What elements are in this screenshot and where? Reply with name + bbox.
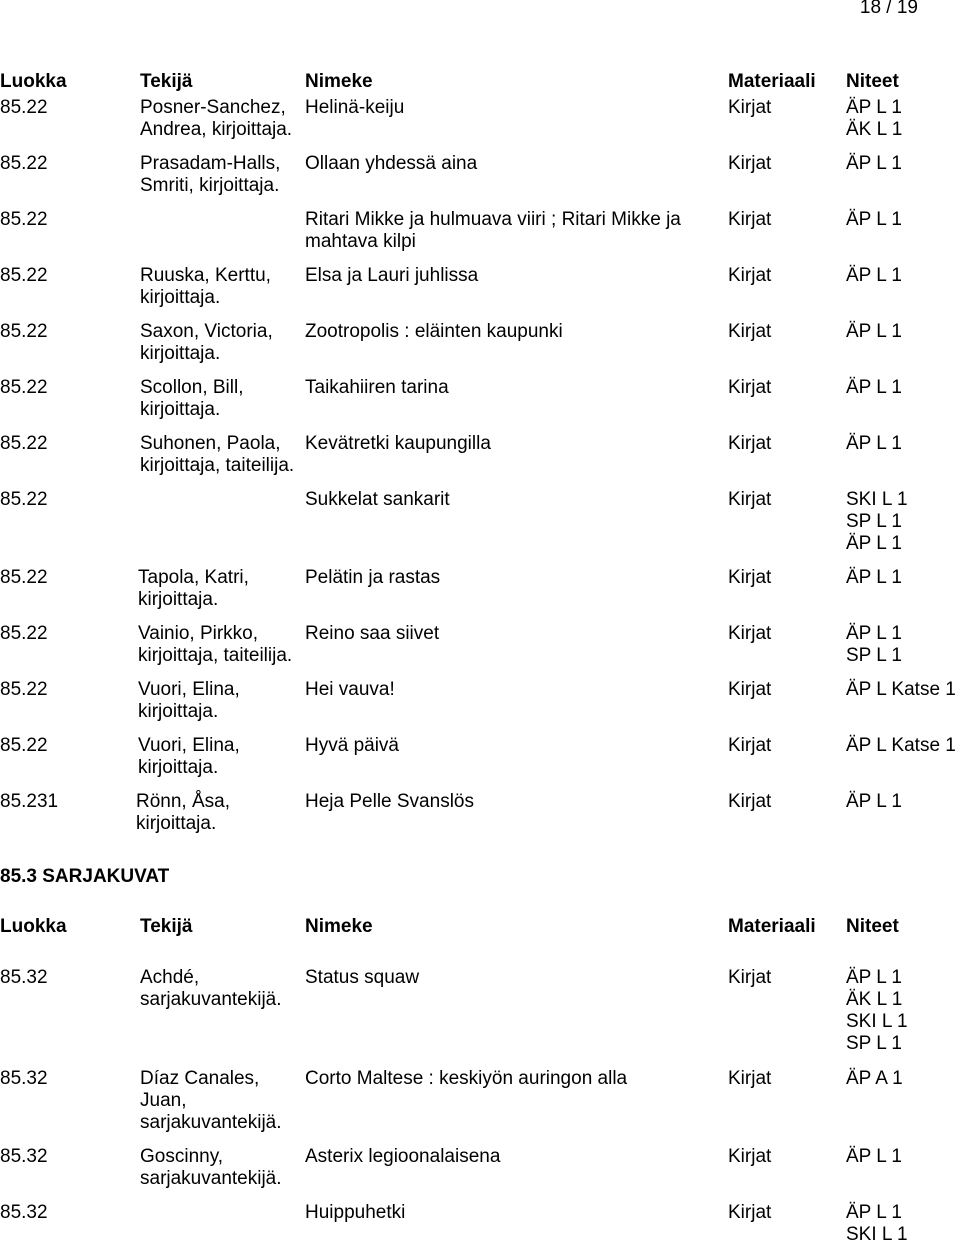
cell-nimeke-line: Elsa ja Lauri juhlissa — [305, 265, 479, 286]
cell-tekija-line: sarjakuvantekijä. — [140, 989, 282, 1010]
cell-niteet-line: ÄP L 1 — [846, 97, 902, 118]
cell-niteet-line: SP L 1 — [846, 1033, 902, 1054]
cell-niteet-line: ÄP L 1 — [846, 153, 902, 174]
cell-niteet-line: ÄP L 1 — [846, 623, 902, 644]
cell-tekija-line: Prasadam-Halls, — [140, 153, 281, 174]
cell-luokka: 85.231 — [0, 791, 59, 812]
header-luokka: Luokka — [0, 71, 67, 92]
cell-tekija-line: sarjakuvantekijä. — [140, 1112, 282, 1133]
cell-tekija — [138, 679, 240, 723]
cell-tekija-line: Ruuska, Kerttu, — [140, 265, 271, 286]
header-luokka: Luokka — [0, 916, 67, 937]
cell-luokka: 85.22 — [0, 433, 48, 454]
cell-nimeke-line: Huippuhetki — [305, 1202, 406, 1223]
cell-nimeke-line: Zootropolis : eläinten kaupunki — [305, 321, 563, 342]
header-niteet: Niteet — [846, 71, 899, 92]
header-tekija: Tekijä — [140, 916, 193, 937]
cell-luokka: 85.22 — [0, 321, 48, 342]
cell-tekija — [140, 265, 271, 309]
cell-tekija-line: Juan, — [140, 1090, 187, 1111]
cell-niteet-line: SKI L 1 — [846, 1011, 908, 1032]
cell-niteet — [846, 623, 902, 667]
cell-tekija-line: Tapola, Katri, — [138, 567, 249, 588]
cell-niteet-line: SP L 1 — [846, 511, 902, 532]
cell-materiaali: Kirjat — [728, 567, 772, 588]
cell-materiaali: Kirjat — [728, 623, 772, 644]
cell-nimeke — [305, 735, 399, 757]
cell-tekija — [140, 97, 292, 141]
cell-materiaali: Kirjat — [728, 1146, 772, 1167]
cell-nimeke — [305, 433, 491, 455]
cell-tekija-line: Saxon, Victoria, — [140, 321, 273, 342]
cell-nimeke-line: Taikahiiren tarina — [305, 377, 449, 398]
cell-nimeke-line: Hei vauva! — [305, 679, 395, 700]
cell-niteet — [846, 679, 956, 701]
cell-nimeke — [305, 967, 419, 989]
cell-niteet-line: ÄP L 1 — [846, 967, 902, 988]
cell-nimeke — [305, 209, 681, 253]
cell-luokka: 85.32 — [0, 1146, 48, 1167]
cell-nimeke-line: Helinä-keiju — [305, 97, 405, 118]
cell-tekija — [138, 567, 249, 611]
cell-materiaali: Kirjat — [728, 265, 772, 286]
cell-nimeke-line: Hyvä päivä — [305, 735, 399, 756]
cell-tekija-line: kirjoittaja, taiteilija. — [138, 645, 293, 666]
cell-tekija-line: Smriti, kirjoittaja. — [140, 175, 280, 196]
cell-nimeke-line: Kevätretki kaupungilla — [305, 433, 491, 454]
cell-tekija-line: kirjoittaja. — [138, 757, 219, 778]
cell-tekija-line: Goscinny, — [140, 1146, 224, 1167]
cell-tekija-line: sarjakuvantekijä. — [140, 1168, 282, 1189]
cell-tekija-line: kirjoittaja. — [138, 589, 219, 610]
cell-materiaali: Kirjat — [728, 735, 772, 756]
cell-niteet — [846, 209, 902, 231]
table-header — [0, 916, 960, 938]
cell-niteet — [846, 1146, 902, 1168]
cell-niteet-line: ÄP L 1 — [846, 1202, 902, 1223]
cell-nimeke — [305, 377, 449, 399]
cell-tekija — [140, 321, 273, 365]
cell-niteet — [846, 1068, 903, 1090]
cell-luokka: 85.22 — [0, 489, 48, 510]
cell-nimeke — [305, 1068, 627, 1090]
cell-nimeke — [305, 265, 478, 287]
header-materiaali: Materiaali — [728, 71, 816, 92]
cell-luokka: 85.22 — [0, 735, 48, 756]
cell-materiaali: Kirjat — [728, 377, 772, 398]
cell-tekija — [136, 791, 230, 835]
cell-nimeke-line: Heja Pelle Svanslös — [305, 791, 474, 812]
cell-luokka: 85.22 — [0, 377, 48, 398]
cell-tekija — [138, 735, 240, 779]
cell-nimeke — [305, 623, 439, 645]
cell-tekija — [140, 1146, 282, 1190]
cell-niteet — [846, 967, 908, 1055]
cell-niteet-line: ÄP L 1 — [846, 791, 902, 812]
cell-niteet-line: ÄP L 1 — [846, 265, 902, 286]
cell-tekija-line: Scollon, Bill, — [140, 377, 244, 398]
cell-nimeke — [305, 97, 404, 119]
cell-nimeke — [305, 153, 477, 175]
cell-tekija-line: Andrea, kirjoittaja. — [140, 119, 293, 140]
cell-luokka: 85.32 — [0, 967, 48, 988]
cell-niteet-line: ÄP L 1 — [846, 567, 902, 588]
cell-tekija-line: Vuori, Elina, — [138, 735, 240, 756]
cell-niteet — [846, 377, 902, 399]
cell-tekija-line: kirjoittaja, taiteilija. — [140, 455, 295, 476]
cell-niteet-line: ÄK L 1 — [846, 119, 903, 140]
cell-nimeke-line: Ritari Mikke ja hulmuava viiri ; Ritari Mikke ja — [305, 209, 681, 230]
cell-niteet-line: ÄP L 1 — [846, 533, 902, 554]
cell-nimeke — [305, 489, 450, 511]
cell-niteet-line: ÄP L 1 — [846, 1146, 902, 1167]
cell-nimeke-line: Asterix legioonalaisena — [305, 1146, 501, 1167]
cell-luokka: 85.22 — [0, 209, 48, 230]
cell-tekija — [140, 1068, 282, 1134]
cell-tekija-line: Rönn, Åsa, — [136, 791, 230, 812]
cell-niteet — [846, 567, 902, 589]
cell-nimeke — [305, 567, 440, 589]
cell-tekija — [140, 377, 244, 421]
cell-materiaali: Kirjat — [728, 321, 772, 342]
cell-materiaali: Kirjat — [728, 489, 772, 510]
cell-tekija — [140, 153, 280, 197]
cell-materiaali: Kirjat — [728, 97, 772, 118]
cell-materiaali: Kirjat — [728, 153, 772, 174]
cell-tekija — [138, 623, 292, 667]
cell-nimeke-line: Ollaan yhdessä aina — [305, 153, 478, 174]
cell-niteet-line: ÄP L Katse 1 — [846, 735, 956, 756]
cell-niteet — [846, 265, 902, 287]
cell-niteet — [846, 489, 908, 555]
cell-niteet — [846, 321, 902, 343]
cell-niteet — [846, 153, 902, 175]
cell-materiaali: Kirjat — [728, 433, 772, 454]
section-title: 85.3 SARJAKUVAT — [0, 866, 170, 887]
cell-niteet — [846, 791, 902, 813]
cell-nimeke-line: Pelätin ja rastas — [305, 567, 441, 588]
cell-materiaali: Kirjat — [728, 791, 772, 812]
cell-niteet-line: ÄP L 1 — [846, 321, 902, 342]
cell-tekija-line: kirjoittaja. — [140, 343, 221, 364]
page-number: 18 / 19 — [859, 0, 918, 18]
cell-materiaali: Kirjat — [728, 1068, 772, 1089]
cell-tekija-line: Suhonen, Paola, — [140, 433, 281, 454]
cell-niteet-line: ÄP L 1 — [846, 209, 902, 230]
cell-luokka: 85.32 — [0, 1068, 48, 1089]
cell-materiaali: Kirjat — [728, 679, 772, 700]
cell-tekija-line: Posner-Sanchez, — [140, 97, 286, 118]
cell-niteet — [846, 735, 956, 757]
cell-tekija-line: Vainio, Pirkko, — [138, 623, 259, 644]
header-niteet: Niteet — [846, 916, 899, 937]
cell-niteet-line: ÄK L 1 — [846, 989, 903, 1010]
cell-nimeke — [305, 1202, 405, 1224]
cell-materiaali: Kirjat — [728, 209, 772, 230]
cell-nimeke — [305, 791, 474, 813]
cell-tekija — [140, 967, 282, 1011]
cell-materiaali: Kirjat — [728, 1202, 772, 1223]
cell-niteet — [846, 97, 902, 141]
cell-tekija-line: kirjoittaja. — [140, 287, 221, 308]
cell-nimeke — [305, 1146, 500, 1168]
cell-nimeke — [305, 321, 563, 343]
cell-niteet-line: SKI L 1 — [846, 1224, 908, 1245]
cell-niteet-line: SKI L 1 — [846, 489, 908, 510]
cell-luokka: 85.22 — [0, 97, 48, 118]
cell-tekija-line: Díaz Canales, — [140, 1068, 260, 1089]
cell-niteet-line: ÄP A 1 — [846, 1068, 903, 1089]
cell-tekija-line: kirjoittaja. — [136, 813, 217, 834]
header-tekija: Tekijä — [140, 71, 193, 92]
cell-nimeke — [305, 679, 395, 701]
cell-tekija-line: kirjoittaja. — [138, 701, 219, 722]
cell-niteet — [846, 1202, 908, 1246]
cell-tekija-line: kirjoittaja. — [140, 399, 221, 420]
cell-niteet-line: SP L 1 — [846, 645, 902, 666]
cell-tekija — [140, 433, 294, 477]
cell-niteet-line: ÄP L 1 — [846, 433, 902, 454]
cell-niteet-line: ÄP L Katse 1 — [846, 679, 956, 700]
cell-niteet-line: ÄP L 1 — [846, 377, 902, 398]
header-materiaali: Materiaali — [728, 916, 816, 937]
cell-luokka: 85.22 — [0, 153, 48, 174]
cell-niteet — [846, 433, 902, 455]
cell-materiaali: Kirjat — [728, 967, 772, 988]
cell-nimeke-line: mahtava kilpi — [305, 231, 416, 252]
cell-luokka: 85.22 — [0, 623, 48, 644]
cell-nimeke-line: Corto Maltese : keskiyön auringon alla — [305, 1068, 628, 1089]
header-nimeke: Nimeke — [305, 71, 373, 92]
header-nimeke: Nimeke — [305, 916, 373, 937]
cell-luokka: 85.32 — [0, 1202, 48, 1223]
cell-luokka: 85.22 — [0, 567, 48, 588]
table-header — [0, 71, 960, 93]
cell-nimeke-line: Sukkelat sankarit — [305, 489, 450, 510]
cell-luokka: 85.22 — [0, 265, 48, 286]
cell-nimeke-line: Reino saa siivet — [305, 623, 440, 644]
cell-luokka: 85.22 — [0, 679, 48, 700]
cell-tekija-line: Vuori, Elina, — [138, 679, 240, 700]
cell-tekija-line: Achdé, — [140, 967, 200, 988]
cell-nimeke-line: Status squaw — [305, 967, 420, 988]
